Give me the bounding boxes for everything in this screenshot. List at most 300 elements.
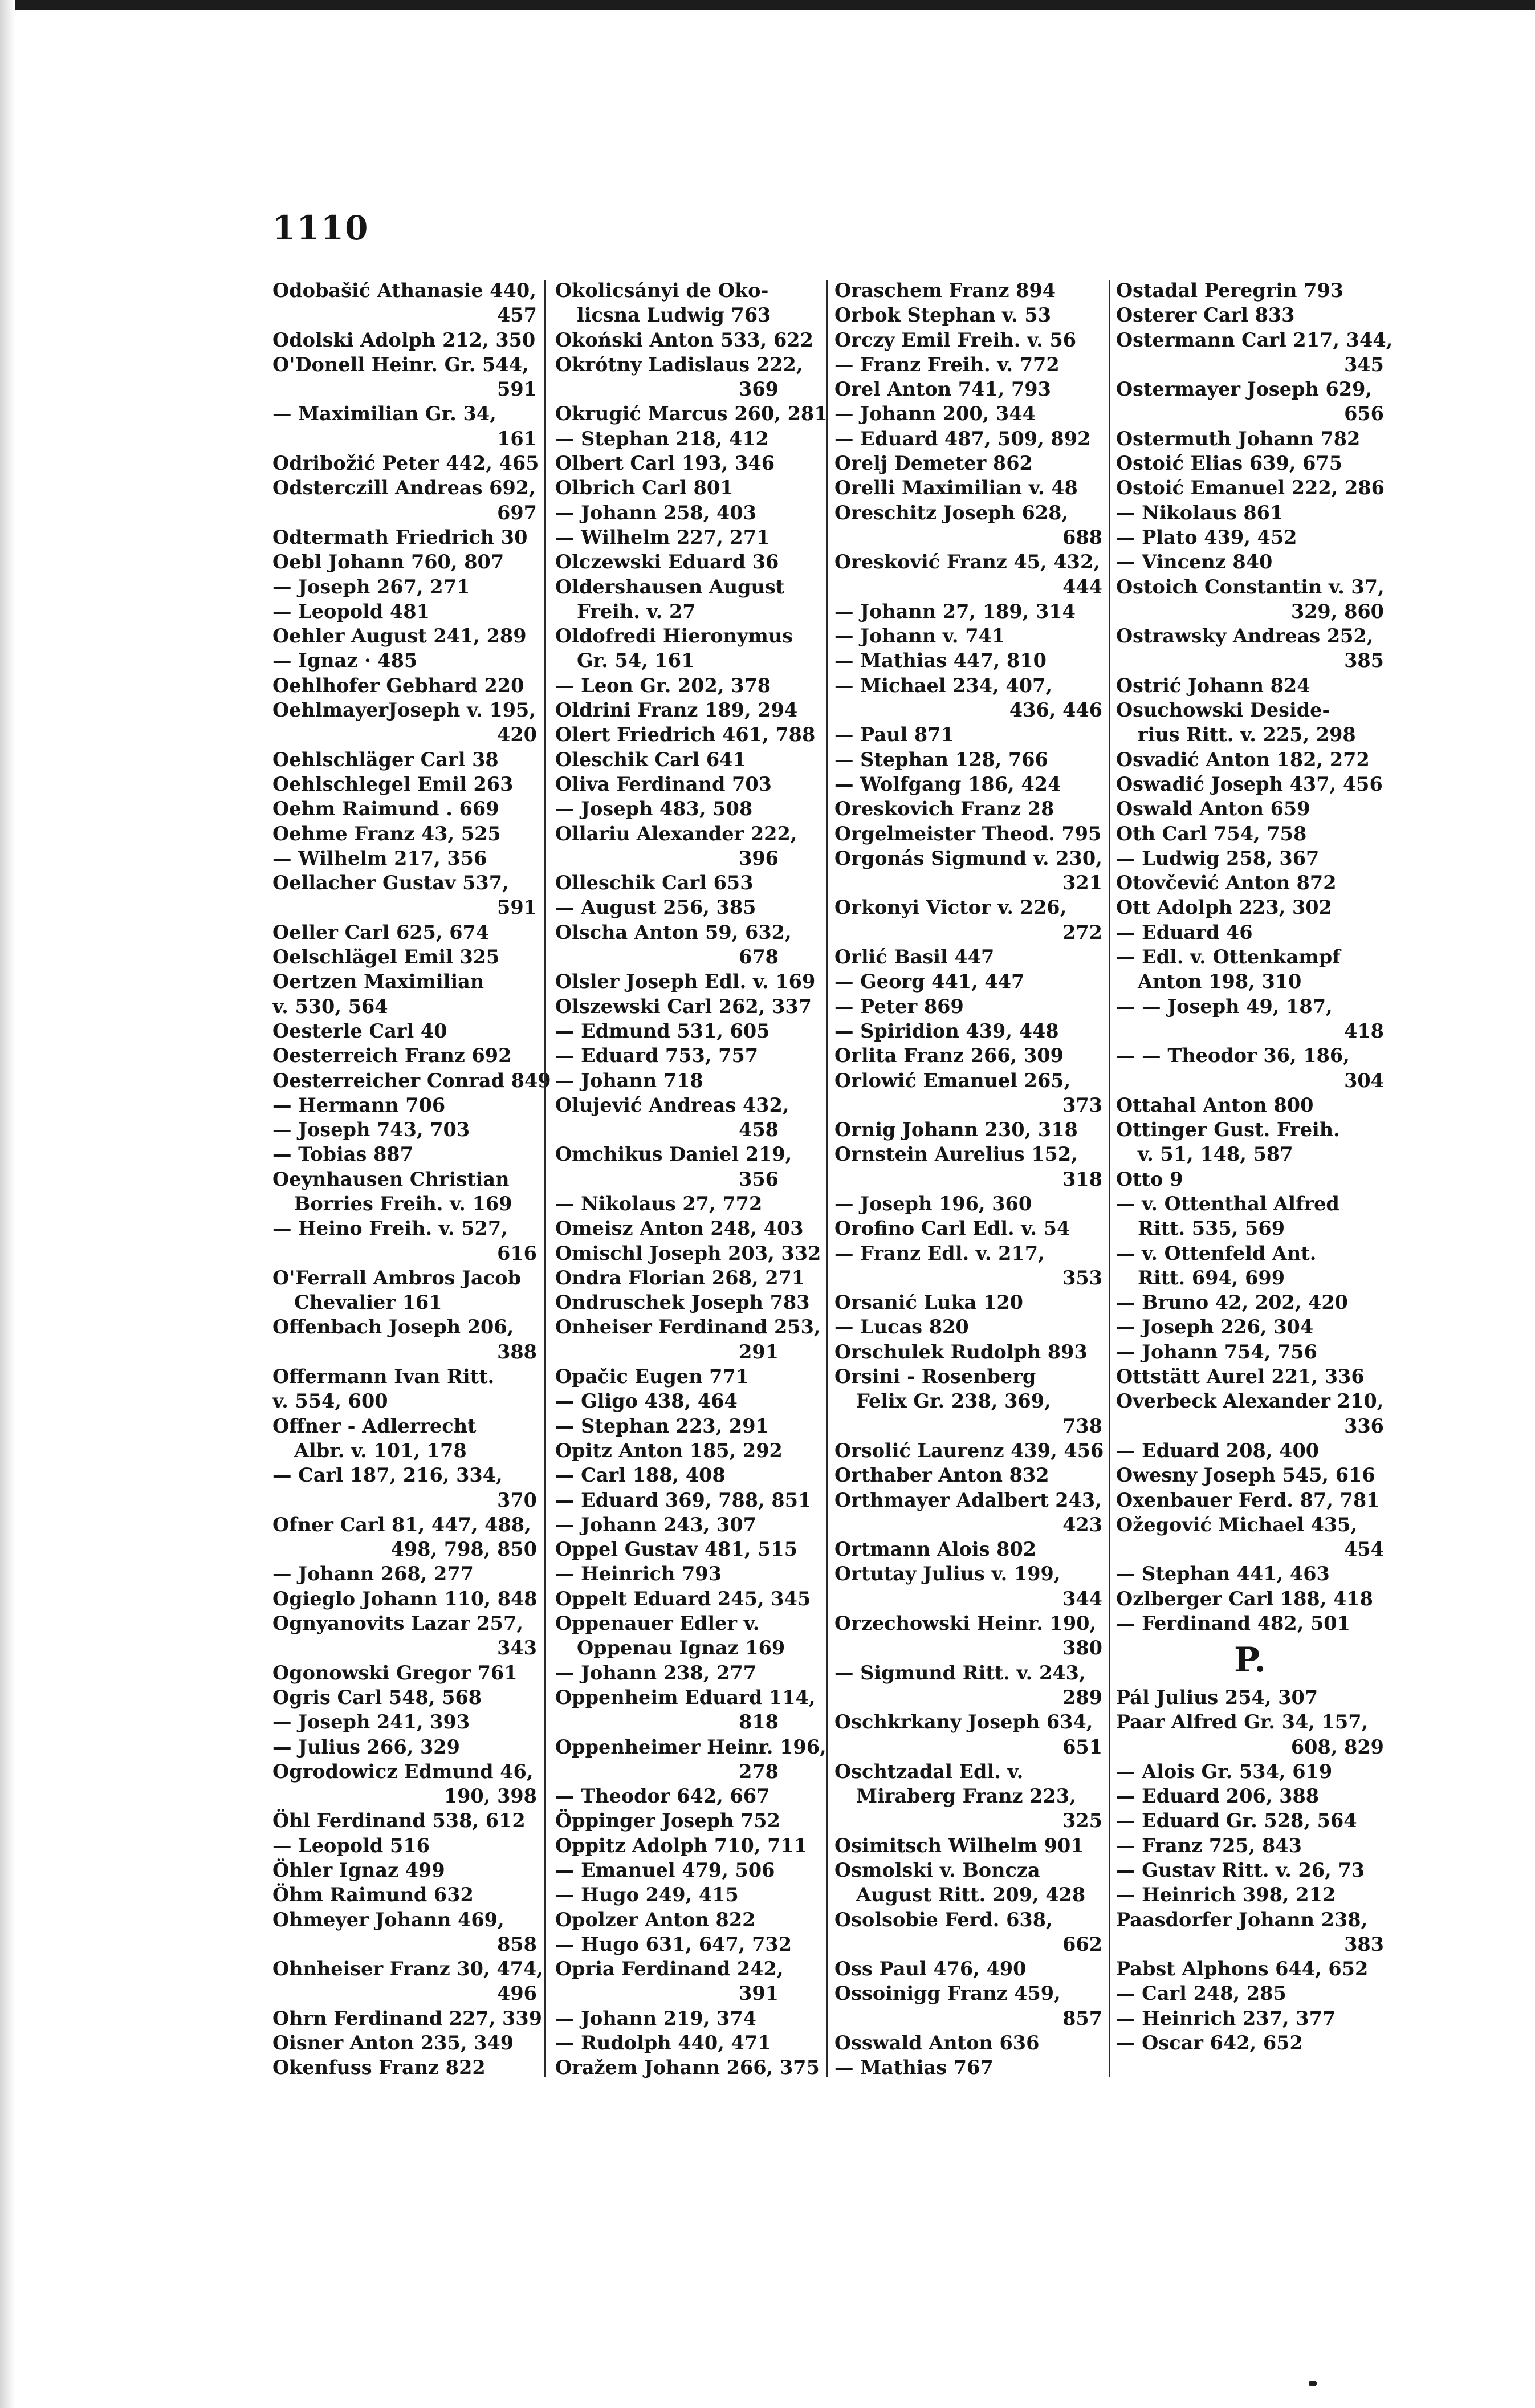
- index-entry: Okolicsányi de Oko-: [555, 279, 769, 302]
- index-entry: Orelj Demeter 862: [834, 452, 1033, 475]
- entry-page-continuation: 738: [1062, 1414, 1102, 1437]
- index-entry: Oss Paul 476, 490: [834, 1958, 1027, 1980]
- index-entry: — Rudolph 440, 471: [555, 2032, 771, 2055]
- entry-continuation: Ritt. 535, 569: [1138, 1217, 1285, 1240]
- index-entry: — Johann 268, 277: [272, 1563, 474, 1585]
- index-entry: Oppenauer Edler v.: [555, 1612, 760, 1635]
- entry-page-continuation: 344: [1062, 1587, 1102, 1610]
- entry-page-continuation: 858: [497, 1933, 537, 1955]
- index-entry: Ottstätt Aurel 221, 336: [1116, 1365, 1365, 1388]
- index-entry: — Michael 234, 407,: [834, 674, 1052, 697]
- index-entry: Oppel Gustav 481, 515: [555, 1538, 798, 1561]
- index-entry: Oesterle Carl 40: [272, 1019, 447, 1042]
- index-entry: — Julius 266, 329: [272, 1735, 460, 1758]
- entry-continuation: licsna Ludwig 763: [577, 304, 771, 327]
- index-entry: — Eduard 369, 788, 851: [555, 1488, 812, 1511]
- index-entry: Ohnheiser Franz 30, 474,: [272, 1958, 543, 1980]
- index-entry: — v. Ottenthal Alfred: [1116, 1192, 1339, 1215]
- index-entry: Omischl Joseph 203, 332: [555, 1242, 821, 1264]
- index-entry: Ogrodowicz Edmund 46,: [272, 1760, 534, 1783]
- entry-continuation: Miraberg Franz 223,: [856, 1785, 1076, 1808]
- ink-speck: [1309, 2381, 1317, 2386]
- index-entry: — Stephan 128, 766: [834, 748, 1048, 771]
- index-entry: Okrótny Ladislaus 222,: [555, 353, 803, 376]
- entry-page-continuation: 420: [497, 723, 537, 746]
- index-entry: Osuchowski Deside-: [1116, 699, 1330, 722]
- index-entry: Oehlschläger Carl 38: [272, 748, 499, 771]
- index-entry: Odolski Adolph 212, 350: [272, 328, 536, 351]
- entry-continuation: Gr. 54, 161: [577, 649, 695, 672]
- index-entry: — Carl 248, 285: [1116, 1982, 1286, 2005]
- index-entry: Orthaber Anton 832: [834, 1464, 1049, 1487]
- entry-page-continuation: 190, 398: [443, 1785, 537, 1808]
- index-entry: Oeller Carl 625, 674: [272, 921, 490, 943]
- entry-page-continuation: 496: [497, 1982, 537, 2005]
- entry-page-continuation: 688: [1062, 526, 1102, 548]
- index-entry: Oelschlägel Emil 325: [272, 946, 500, 969]
- index-entry: Olsler Joseph Edl. v. 169: [555, 970, 816, 993]
- index-column-1: [272, 278, 551, 2080]
- index-entry: Oebl Johann 760, 807: [272, 551, 504, 573]
- index-entry: Ostoić Elias 639, 675: [1116, 452, 1343, 475]
- entry-page-continuation: 343: [497, 1637, 537, 1659]
- entry-continuation: rius Ritt. v. 225, 298: [1138, 723, 1356, 746]
- index-entry: — Wilhelm 227, 271: [555, 526, 770, 548]
- index-entry: Öhler Ignaz 499: [272, 1859, 445, 1881]
- index-entry: Oeynhausen Christian: [272, 1168, 510, 1190]
- index-entry: — Heino Freih. v. 527,: [272, 1217, 508, 1240]
- index-entry: Opačic Eugen 771: [555, 1365, 750, 1388]
- index-entry: Ohmeyer Johann 469,: [272, 1908, 504, 1931]
- index-entry: — Heinrich 793: [555, 1563, 722, 1585]
- entry-continuation: Ritt. 694, 699: [1138, 1266, 1285, 1289]
- index-entry: Oreschitz Joseph 628,: [834, 501, 1069, 524]
- index-entry: Oraschem Franz 894: [834, 279, 1056, 302]
- index-entry: Ostadal Peregrin 793: [1116, 279, 1344, 302]
- index-entry: — Johann 238, 277: [555, 1661, 756, 1684]
- index-entry: Olczewski Eduard 36: [555, 551, 779, 573]
- index-entry: Oisner Anton 235, 349: [272, 2032, 514, 2055]
- index-entry: Orsanić Luka 120: [834, 1291, 1023, 1314]
- index-entry: Osolsobie Ferd. 638,: [834, 1908, 1053, 1931]
- column-separator: [1109, 280, 1110, 2077]
- entry-page-continuation: 591: [497, 378, 537, 401]
- index-entry: Olujević Andreas 432,: [555, 1093, 789, 1116]
- index-entry: Offenbach Joseph 206,: [272, 1316, 514, 1339]
- index-entry: Oldrini Franz 189, 294: [555, 699, 798, 722]
- index-entry: Owesny Joseph 545, 616: [1116, 1464, 1375, 1487]
- index-entry: Osswald Anton 636: [834, 2032, 1040, 2055]
- index-entry: Omchikus Daniel 219,: [555, 1143, 792, 1166]
- entry-continuation: Freih. v. 27: [577, 600, 696, 623]
- entry-page-continuation: 272: [1062, 921, 1102, 943]
- entry-page-continuation: 385: [1344, 649, 1384, 672]
- index-entry: Ornig Johann 230, 318: [834, 1118, 1078, 1141]
- index-entry: — Alois Gr. 534, 619: [1116, 1760, 1333, 1783]
- index-entry: Ortutay Julius v. 199,: [834, 1563, 1061, 1585]
- index-entry: Ostermuth Johann 782: [1116, 427, 1361, 450]
- index-entry: Orsini - Rosenberg: [834, 1365, 1036, 1388]
- index-entry: Oswald Anton 659: [1116, 798, 1310, 820]
- index-entry: Orsolić Laurenz 439, 456: [834, 1439, 1104, 1462]
- index-entry: — Eduard 487, 509, 892: [834, 427, 1091, 450]
- index-entry: — Heinrich 237, 377: [1116, 2007, 1336, 2029]
- index-entry: Paar Alfred Gr. 34, 157,: [1116, 1711, 1369, 1734]
- index-entry: Odribožić Peter 442, 465: [272, 452, 539, 475]
- entry-continuation: August Ritt. 209, 428: [856, 1884, 1086, 1906]
- index-column-3: [834, 278, 1102, 2080]
- index-entry: Odsterczill Andreas 692,: [272, 477, 536, 499]
- entry-continuation: Borries Freih. v. 169: [294, 1192, 512, 1215]
- index-entry: — Joseph 226, 304: [1116, 1316, 1314, 1339]
- entry-page-continuation: 396: [739, 847, 779, 869]
- index-entry: Oschkrkany Joseph 634,: [834, 1711, 1093, 1734]
- index-entry: Orofino Carl Edl. v. 54: [834, 1217, 1070, 1240]
- index-entry: — Carl 187, 216, 334,: [272, 1464, 503, 1487]
- index-entry: Ossoinigg Franz 459,: [834, 1982, 1061, 2005]
- index-entry: Ostrić Johann 824: [1116, 674, 1310, 697]
- entry-continuation: Oppenau Ignaz 169: [577, 1637, 785, 1659]
- index-entry: Ogonowski Gregor 761: [272, 1661, 518, 1684]
- entry-page-continuation: 373: [1062, 1093, 1102, 1116]
- entry-page-continuation: 356: [739, 1168, 779, 1190]
- index-entry: Oertzen Maximilian: [272, 970, 484, 993]
- entry-page-continuation: 161: [497, 427, 537, 450]
- index-entry: — Mathias 447, 810: [834, 649, 1047, 672]
- index-entry: — Johann 243, 307: [555, 1513, 756, 1536]
- entry-page-continuation: 608, 829: [1290, 1735, 1384, 1758]
- index-entry: Ostermayer Joseph 629,: [1116, 378, 1373, 401]
- index-entry: — Ignaz · 485: [272, 649, 418, 672]
- index-entry: — Georg 441, 447: [834, 970, 1025, 993]
- page-top-edge: [0, 0, 1535, 10]
- index-entry: Otovčević Anton 872: [1116, 872, 1337, 894]
- index-entry: Oxenbauer Ferd. 87, 781: [1116, 1488, 1380, 1511]
- index-entry: — Lucas 820: [834, 1316, 969, 1339]
- index-entry: Osterer Carl 833: [1116, 304, 1295, 327]
- index-entry: — — Joseph 49, 187,: [1116, 995, 1333, 1018]
- index-entry: — Johann 718: [555, 1069, 703, 1092]
- index-entry: Öppinger Joseph 752: [555, 1809, 780, 1832]
- entry-page-continuation: 423: [1062, 1513, 1102, 1536]
- index-entry: — Emanuel 479, 506: [555, 1859, 775, 1881]
- entry-page-continuation: 656: [1344, 402, 1384, 425]
- index-entry: Oehm Raimund . 669: [272, 798, 499, 820]
- index-entry: Opria Ferdinand 242,: [555, 1958, 784, 1980]
- index-entry: Orlowić Emanuel 265,: [834, 1069, 1071, 1092]
- index-entry: — Edmund 531, 605: [555, 1019, 770, 1042]
- entry-page-continuation: 651: [1062, 1735, 1102, 1758]
- entry-page-continuation: 289: [1062, 1686, 1102, 1709]
- index-entry: Orbok Stephan v. 53: [834, 304, 1051, 327]
- column-separator: [826, 280, 828, 2077]
- index-entry: Okoński Anton 533, 622: [555, 328, 813, 351]
- index-entry: — Mathias 767: [834, 2056, 994, 2079]
- index-entry: — Vincenz 840: [1116, 551, 1273, 573]
- section-letter-heading: P.: [1233, 1640, 1267, 1681]
- index-entry: — Edl. v. Ottenkampf: [1116, 946, 1341, 969]
- index-entry: Overbeck Alexander 210,: [1116, 1390, 1384, 1413]
- index-entry: Oesterreich Franz 692: [272, 1044, 512, 1067]
- index-entry: Pabst Alphons 644, 652: [1116, 1958, 1369, 1980]
- index-entry: Olszewski Carl 262, 337: [555, 995, 812, 1018]
- index-entry: Omeisz Anton 248, 403: [555, 1217, 804, 1240]
- index-entry: — Plato 439, 452: [1116, 526, 1297, 548]
- index-entry: Offermann Ivan Ritt.: [272, 1365, 495, 1388]
- index-entry: Otto 9: [1116, 1168, 1183, 1190]
- entry-page-continuation: 436, 446: [1009, 699, 1102, 722]
- index-entry: Pál Julius 254, 307: [1116, 1686, 1318, 1709]
- index-entry: — Franz Freih. v. 772: [834, 353, 1060, 376]
- index-column-4: [1116, 278, 1393, 2055]
- index-entry: Ondruschek Joseph 783: [555, 1291, 810, 1314]
- index-entry: Opitz Anton 185, 292: [555, 1439, 783, 1462]
- page-binding-shadow: [0, 0, 15, 2408]
- index-entry: — Johann 27, 189, 314: [834, 600, 1076, 623]
- index-entry: — Stephan 218, 412: [555, 427, 769, 450]
- index-entry: — August 256, 385: [555, 896, 756, 919]
- index-entry: Oesterreicher Conrad 849: [272, 1069, 551, 1092]
- index-entry: — Heinrich 398, 212: [1116, 1884, 1336, 1906]
- index-entry: Oražem Johann 266, 375: [555, 2056, 820, 2079]
- entry-page-continuation: 818: [739, 1711, 779, 1734]
- index-entry: — — Theodor 36, 186,: [1116, 1044, 1350, 1067]
- index-entry: Orgonás Sigmund v. 230,: [834, 847, 1102, 869]
- index-entry: O'Donell Heinr. Gr. 544,: [272, 353, 529, 376]
- index-entry: — Ferdinand 482, 501: [1116, 1612, 1350, 1635]
- index-entry: Onheiser Ferdinand 253,: [555, 1316, 821, 1339]
- index-entry: — Franz Edl. v. 217,: [834, 1242, 1045, 1264]
- entry-page-continuation: 370: [497, 1488, 537, 1511]
- column-separator: [544, 280, 546, 2077]
- index-entry: Paasdorfer Johann 238,: [1116, 1908, 1368, 1931]
- entry-page-continuation: 278: [739, 1760, 779, 1783]
- index-entry: Olbert Carl 193, 346: [555, 452, 775, 475]
- index-entry: — Gligo 438, 464: [555, 1390, 738, 1413]
- entry-page-continuation: 345: [1344, 353, 1384, 376]
- index-entry: — Joseph 196, 360: [834, 1192, 1032, 1215]
- page-number: 1110: [272, 209, 369, 247]
- index-entry: Ottahal Anton 800: [1116, 1093, 1314, 1116]
- index-entry: — Gustav Ritt. v. 26, 73: [1116, 1859, 1365, 1881]
- index-entry: O'Ferrall Ambros Jacob: [272, 1266, 521, 1289]
- index-entry: — Wilhelm 217, 356: [272, 847, 487, 869]
- index-entry: Oppelt Eduard 245, 345: [555, 1587, 811, 1610]
- entry-page-continuation: 498, 798, 850: [390, 1538, 537, 1561]
- index-entry: Oschtzadal Edl. v.: [834, 1760, 1024, 1783]
- entry-continuation: Anton 198, 310: [1138, 970, 1302, 993]
- index-entry: Osvadić Anton 182, 272: [1116, 748, 1370, 771]
- entry-page-continuation: 444: [1062, 575, 1102, 598]
- index-entry: — Carl 188, 408: [555, 1464, 726, 1487]
- index-entry: Orlita Franz 266, 309: [834, 1044, 1064, 1067]
- index-entry: — Stephan 441, 463: [1116, 1563, 1330, 1585]
- entry-page-continuation: 678: [739, 946, 779, 969]
- index-entry: Oehme Franz 43, 525: [272, 822, 501, 845]
- entry-continuation: Felix Gr. 238, 369,: [856, 1390, 1051, 1413]
- index-entry: — Johann v. 741: [834, 625, 1005, 648]
- index-entry: Orczy Emil Freih. v. 56: [834, 328, 1077, 351]
- index-entry: — Joseph 483, 508: [555, 798, 753, 820]
- index-entry: Ognyanovits Lazar 257,: [272, 1612, 523, 1635]
- index-entry: Olleschik Carl 653: [555, 872, 754, 894]
- entry-page-continuation: 383: [1344, 1933, 1384, 1955]
- index-entry: Oreskovich Franz 28: [834, 798, 1054, 820]
- entry-page-continuation: 857: [1062, 2007, 1102, 2029]
- index-entry: Oth Carl 754, 758: [1116, 822, 1307, 845]
- index-entry: Okrugić Marcus 260, 281: [555, 402, 828, 425]
- index-entry: — Johann 258, 403: [555, 501, 756, 524]
- index-entry: Oehlschlegel Emil 263: [272, 772, 514, 795]
- index-entry: Ofner Carl 81, 447, 488,: [272, 1513, 531, 1536]
- index-entry: Orlić Basil 447: [834, 946, 995, 969]
- index-entry: — Hugo 249, 415: [555, 1884, 739, 1906]
- entry-page-continuation: 697: [497, 501, 537, 524]
- index-entry: — Paul 871: [834, 723, 954, 746]
- index-entry: Oswadić Joseph 437, 456: [1116, 772, 1383, 795]
- index-entry: Oehler August 241, 289: [272, 625, 527, 648]
- index-entry: Ondra Florian 268, 271: [555, 1266, 805, 1289]
- index-entry: — Tobias 887: [272, 1143, 413, 1166]
- index-entry: — Sigmund Ritt. v. 243,: [834, 1661, 1086, 1684]
- index-entry: v. 530, 564: [272, 995, 388, 1018]
- entry-page-continuation: 325: [1062, 1809, 1102, 1832]
- entry-page-continuation: 391: [739, 1982, 779, 2005]
- index-entry: Ostoić Emanuel 222, 286: [1116, 477, 1385, 499]
- index-entry: — Hermann 706: [272, 1093, 446, 1116]
- index-entry: Orkonyi Victor v. 226,: [834, 896, 1067, 919]
- entry-page-continuation: 336: [1344, 1414, 1384, 1437]
- index-entry: — Nikolaus 27, 772: [555, 1192, 763, 1215]
- index-entry: Ozlberger Carl 188, 418: [1116, 1587, 1373, 1610]
- index-entry: Orgelmeister Theod. 795: [834, 822, 1102, 845]
- index-entry: Orzechowski Heinr. 190,: [834, 1612, 1097, 1635]
- index-entry: — Leopold 481: [272, 600, 430, 623]
- index-entry: — Eduard 208, 400: [1116, 1439, 1320, 1462]
- entry-page-continuation: 369: [739, 378, 779, 401]
- index-entry: Oppitz Adolph 710, 711: [555, 1834, 808, 1857]
- index-entry: Ortmann Alois 802: [834, 1538, 1037, 1561]
- entry-page-continuation: 329, 860: [1290, 600, 1384, 623]
- entry-page-continuation: 353: [1062, 1266, 1102, 1289]
- index-entry: Oldofredi Hieronymus: [555, 625, 793, 648]
- index-entry: Ott Adolph 223, 302: [1116, 896, 1332, 919]
- index-entry: — Johann 754, 756: [1116, 1340, 1317, 1363]
- index-entry: Oresković Franz 45, 432,: [834, 551, 1100, 573]
- index-entry: — Joseph 241, 393: [272, 1711, 470, 1734]
- index-entry: v. 554, 600: [272, 1390, 388, 1413]
- index-entry: Orthmayer Adalbert 243,: [834, 1488, 1102, 1511]
- index-entry: — Joseph 267, 271: [272, 575, 470, 598]
- index-entry: Opolzer Anton 822: [555, 1908, 756, 1931]
- index-entry: Oellacher Gustav 537,: [272, 872, 509, 894]
- entry-continuation: Chevalier 161: [294, 1291, 442, 1314]
- index-entry: OehlmayerJoseph v. 195,: [272, 699, 536, 722]
- index-entry: Ogieglo Johann 110, 848: [272, 1587, 538, 1610]
- index-entry: — Leopold 516: [272, 1834, 430, 1857]
- index-entry: — Eduard Gr. 528, 564: [1116, 1809, 1357, 1832]
- index-entry: Ožegović Michael 435,: [1116, 1513, 1358, 1536]
- index-entry: Osmolski v. Boncza: [834, 1859, 1040, 1881]
- entry-continuation: v. 51, 148, 587: [1138, 1143, 1293, 1166]
- index-entry: — Maximilian Gr. 34,: [272, 402, 496, 425]
- index-entry: — Wolfgang 186, 424: [834, 772, 1061, 795]
- index-entry: Ostoich Constantin v. 37,: [1116, 575, 1385, 598]
- entry-page-continuation: 321: [1062, 872, 1102, 894]
- index-entry: Oehlhofer Gebhard 220: [272, 674, 524, 697]
- index-entry: Ornstein Aurelius 152,: [834, 1143, 1078, 1166]
- index-entry: Okenfuss Franz 822: [272, 2056, 486, 2079]
- index-entry: Orelli Maximilian v. 48: [834, 477, 1078, 499]
- index-entry: Olscha Anton 59, 632,: [555, 921, 792, 943]
- index-entry: Ollariu Alexander 222,: [555, 822, 797, 845]
- index-entry: Oleschik Carl 641: [555, 748, 746, 771]
- index-entry: — Oscar 642, 652: [1116, 2032, 1303, 2055]
- entry-page-continuation: 304: [1344, 1069, 1384, 1092]
- index-entry: — Ludwig 258, 367: [1116, 847, 1320, 869]
- index-entry: — Leon Gr. 202, 378: [555, 674, 771, 697]
- index-entry: — Spiridion 439, 448: [834, 1019, 1059, 1042]
- index-entry: — Eduard 206, 388: [1116, 1785, 1320, 1808]
- index-entry: Ostrawsky Andreas 252,: [1116, 625, 1374, 648]
- entry-page-continuation: 616: [497, 1242, 537, 1264]
- entry-page-continuation: 380: [1062, 1637, 1102, 1659]
- index-entry: Ogris Carl 548, 568: [272, 1686, 482, 1709]
- entry-page-continuation: 388: [497, 1340, 537, 1363]
- index-entry: — Hugo 631, 647, 732: [555, 1933, 792, 1955]
- index-entry: — Eduard 753, 757: [555, 1044, 759, 1067]
- index-entry: Oliva Ferdinand 703: [555, 772, 772, 795]
- entry-page-continuation: 457: [497, 304, 537, 327]
- index-entry: Olert Friedrich 461, 788: [555, 723, 816, 746]
- index-entry: — Franz 725, 843: [1116, 1834, 1302, 1857]
- index-entry: Odtermath Friedrich 30: [272, 526, 528, 548]
- index-entry: Öhm Raimund 632: [272, 1884, 474, 1906]
- index-entry: — Stephan 223, 291: [555, 1414, 769, 1437]
- entry-page-continuation: 318: [1062, 1168, 1102, 1190]
- index-entry: Ottinger Gust. Freih.: [1116, 1118, 1340, 1141]
- index-entry: — Bruno 42, 202, 420: [1116, 1291, 1348, 1314]
- index-entry: Öhl Ferdinand 538, 612: [272, 1809, 526, 1832]
- entry-page-continuation: 454: [1344, 1538, 1384, 1561]
- index-entry: Odobašić Athanasie 440,: [272, 279, 536, 302]
- index-entry: — Nikolaus 861: [1116, 501, 1284, 524]
- index-entry: — Johann 219, 374: [555, 2007, 756, 2029]
- index-entry: — Johann 200, 344: [834, 402, 1036, 425]
- entry-page-continuation: 591: [497, 896, 537, 919]
- entry-page-continuation: 291: [739, 1340, 779, 1363]
- index-entry: Oldershausen August: [555, 575, 785, 598]
- index-entry: Offner - Adlerrecht: [272, 1414, 477, 1437]
- index-entry: Oppenheim Eduard 114,: [555, 1686, 816, 1709]
- index-column-2: [555, 278, 828, 2080]
- index-entry: Oppenheimer Heinr. 196,: [555, 1735, 826, 1758]
- index-entry: — Joseph 743, 703: [272, 1118, 470, 1141]
- index-entry: Ostermann Carl 217, 344,: [1116, 328, 1393, 351]
- index-entry: Orschulek Rudolph 893: [834, 1340, 1088, 1363]
- index-entry: — Eduard 46: [1116, 921, 1253, 943]
- entry-page-continuation: 458: [739, 1118, 779, 1141]
- index-entry: Osimitsch Wilhelm 901: [834, 1834, 1084, 1857]
- index-entry: Orel Anton 741, 793: [834, 378, 1051, 401]
- entry-page-continuation: 418: [1344, 1019, 1384, 1042]
- index-entry: Ohrn Ferdinand 227, 339: [272, 2007, 542, 2029]
- entry-continuation: Albr. v. 101, 178: [294, 1439, 467, 1462]
- index-entry: — v. Ottenfeld Ant.: [1116, 1242, 1317, 1264]
- index-entry: — Peter 869: [834, 995, 964, 1018]
- index-entry: Olbrich Carl 801: [555, 477, 734, 499]
- entry-page-continuation: 662: [1062, 1933, 1102, 1955]
